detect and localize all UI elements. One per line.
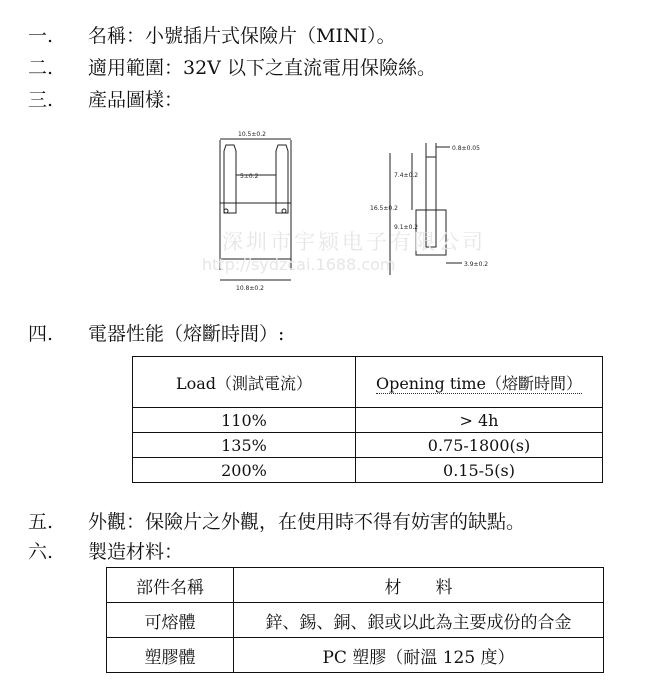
dim-base-label: 3.9±0.2 bbox=[464, 261, 489, 268]
section-4-number: 四. bbox=[28, 323, 54, 345]
part-name-cell: 塑膠體 bbox=[107, 638, 234, 673]
section-2-text: 適用範圍：32V 以下之直流電用保險絲。 bbox=[88, 57, 436, 79]
dim-thick-label: 0.8±0.05 bbox=[452, 145, 480, 152]
section-5-text: 外觀：保險片之外觀，在使用時不得有妨害的缺點。 bbox=[88, 511, 526, 533]
load-header: Load（測試電流） bbox=[133, 357, 356, 408]
performance-header-row bbox=[133, 357, 603, 408]
section-3-number: 三. bbox=[28, 89, 54, 111]
dim-gap-label: 5±0.2 bbox=[240, 173, 259, 180]
opening-time-cell: 0.75-1800(s) bbox=[356, 433, 603, 458]
table-row bbox=[107, 638, 604, 673]
section-4-text: 電器性能（熔斷時間）: bbox=[88, 323, 285, 345]
table-row bbox=[133, 433, 603, 458]
load-cell: 110% bbox=[133, 408, 356, 433]
materials-table bbox=[106, 567, 604, 673]
dim-bottom-label: 10.8±0.2 bbox=[236, 285, 264, 292]
table-row bbox=[107, 603, 604, 638]
section-1-number: 一. bbox=[28, 25, 54, 47]
front-left-hole bbox=[224, 209, 228, 213]
section-1-text: 名稱：小號插片式保險片（MINI）。 bbox=[88, 25, 396, 47]
materials-header-row bbox=[107, 568, 604, 603]
material-header: 材 料 bbox=[234, 568, 604, 603]
performance-table bbox=[132, 356, 603, 483]
watermark-company: 深圳市宇颍电子有限公司 bbox=[222, 230, 486, 254]
section-2-number: 二. bbox=[28, 57, 54, 79]
opening-time-cell: 0.15-5(s) bbox=[356, 458, 603, 483]
section-3-text: 產品圖樣： bbox=[88, 89, 184, 111]
opening-time-header: Opening time（熔斷時間） bbox=[356, 357, 603, 408]
material-cell: PC 塑膠（耐溫 125 度） bbox=[234, 638, 604, 673]
front-right-hole bbox=[282, 209, 286, 213]
section-6-text: 製造材料： bbox=[88, 541, 184, 563]
section-5-number: 五. bbox=[28, 511, 54, 533]
dim-top-label: 10.5±0.2 bbox=[238, 131, 266, 138]
opening-time-cell: > 4h bbox=[356, 408, 603, 433]
watermark-url: http://sydzcai.1688.com bbox=[202, 255, 396, 274]
dim-upper-label: 7.4±0.2 bbox=[394, 172, 419, 179]
table-row bbox=[133, 408, 603, 433]
part-name-cell: 可熔體 bbox=[107, 603, 234, 638]
load-cell: 135% bbox=[133, 433, 356, 458]
section-6-number: 六. bbox=[28, 541, 54, 563]
part-name-header: 部件名稱 bbox=[107, 568, 234, 603]
dim-mid-label: 9.1±0.2 bbox=[394, 224, 419, 231]
dim-height-label: 16.5±0.2 bbox=[370, 205, 398, 212]
material-cell: 鋅、錫、銅、銀或以此為主要成份的合金 bbox=[234, 603, 604, 638]
load-cell: 200% bbox=[133, 458, 356, 483]
table-row bbox=[133, 458, 603, 483]
